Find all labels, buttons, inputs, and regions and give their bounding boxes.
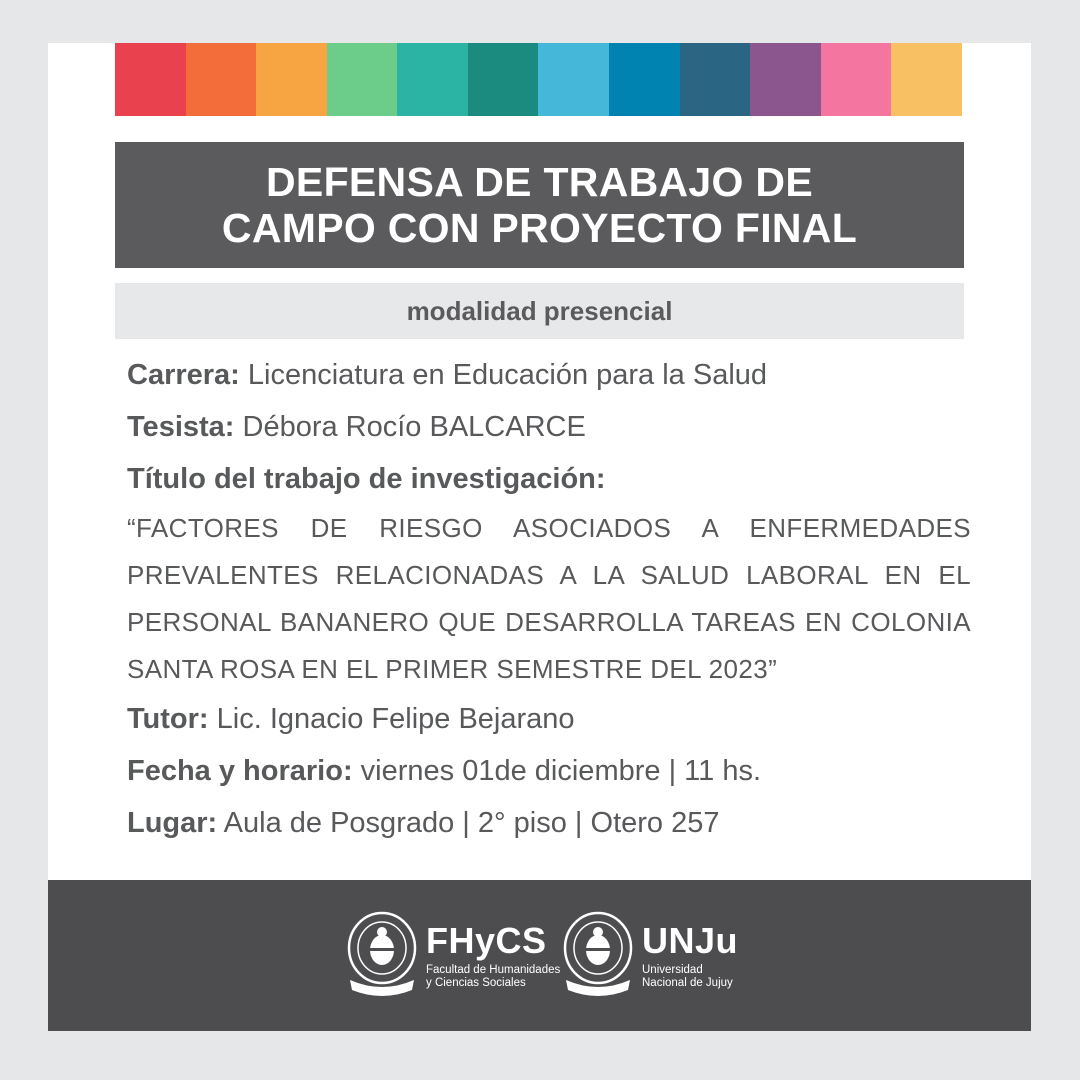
color-segment <box>891 43 962 116</box>
tutor-value: Lic. Ignacio Felipe Bejarano <box>208 703 575 735</box>
title-line-2: CAMPO CON PROYECTO FINAL <box>221 205 858 251</box>
university-seal-icon <box>346 910 418 1002</box>
fhycs-line-1: Facultad de Humanidades <box>426 964 561 976</box>
research-title: “FACTORES DE RIESGO ASOCIADOS A ENFERMEDADES PREVALENTES RELACIONADAS A LA SALUD LABORAL EN EL PERSONAL BANANERO QUE DESARROLLA TAREAS EN COLONIA SANTA ROSA EN EL PRIMER SEMESTRE DEL 2023” <box>127 513 971 684</box>
color-segment <box>256 43 327 116</box>
color-segment <box>750 43 821 116</box>
fecha-label: Fecha y horario: <box>127 755 353 787</box>
fhycs-logo <box>346 910 560 1002</box>
tesista-value: Débora Rocío BALCARCE <box>234 411 586 443</box>
modality-text: modalidad presencial <box>406 295 673 326</box>
modality-banner <box>115 283 964 339</box>
fhycs-line-2: y Ciencias Sociales <box>426 977 526 989</box>
color-segment <box>327 43 398 116</box>
tutor-row <box>127 693 971 745</box>
color-segment <box>468 43 539 116</box>
unju-acronym: UNJu <box>642 920 739 961</box>
color-segment <box>680 43 751 116</box>
tutor-label: Tutor: <box>127 703 209 735</box>
color-stripe <box>115 43 962 116</box>
title-banner <box>115 142 964 268</box>
color-segment <box>821 43 892 116</box>
title-line-1: DEFENSA DE TRABAJO DE <box>266 159 813 205</box>
lugar-row <box>127 797 971 849</box>
carrera-label: Carrera: <box>127 359 240 391</box>
color-segment <box>115 43 186 116</box>
unju-logo <box>562 910 738 1002</box>
fecha-value: viernes 01de diciembre | 11 hs. <box>352 755 762 787</box>
lugar-label: Lugar: <box>127 807 218 839</box>
titulo-label: Título del trabajo de investigación: <box>127 463 606 495</box>
fecha-row <box>127 745 971 797</box>
unju-line-1: Universidad <box>642 964 703 976</box>
lugar-value: Aula de Posgrado | 2° piso | Otero 257 <box>217 807 720 839</box>
color-segment <box>538 43 609 116</box>
color-segment <box>186 43 257 116</box>
color-segment <box>609 43 680 116</box>
footer-bar <box>48 880 1031 1031</box>
color-segment <box>397 43 468 116</box>
carrera-row <box>127 349 971 401</box>
tesista-row <box>127 401 971 453</box>
university-seal-icon <box>562 910 634 1002</box>
unju-line-2: Nacional de Jujuy <box>642 977 733 989</box>
fhycs-acronym: FHyCS <box>426 920 547 961</box>
titulo-row <box>127 453 971 505</box>
event-card <box>48 43 1031 1031</box>
event-details <box>127 349 971 849</box>
carrera-value: Licenciatura en Educación para la Salud <box>239 359 768 391</box>
tesista-label: Tesista: <box>127 411 235 443</box>
